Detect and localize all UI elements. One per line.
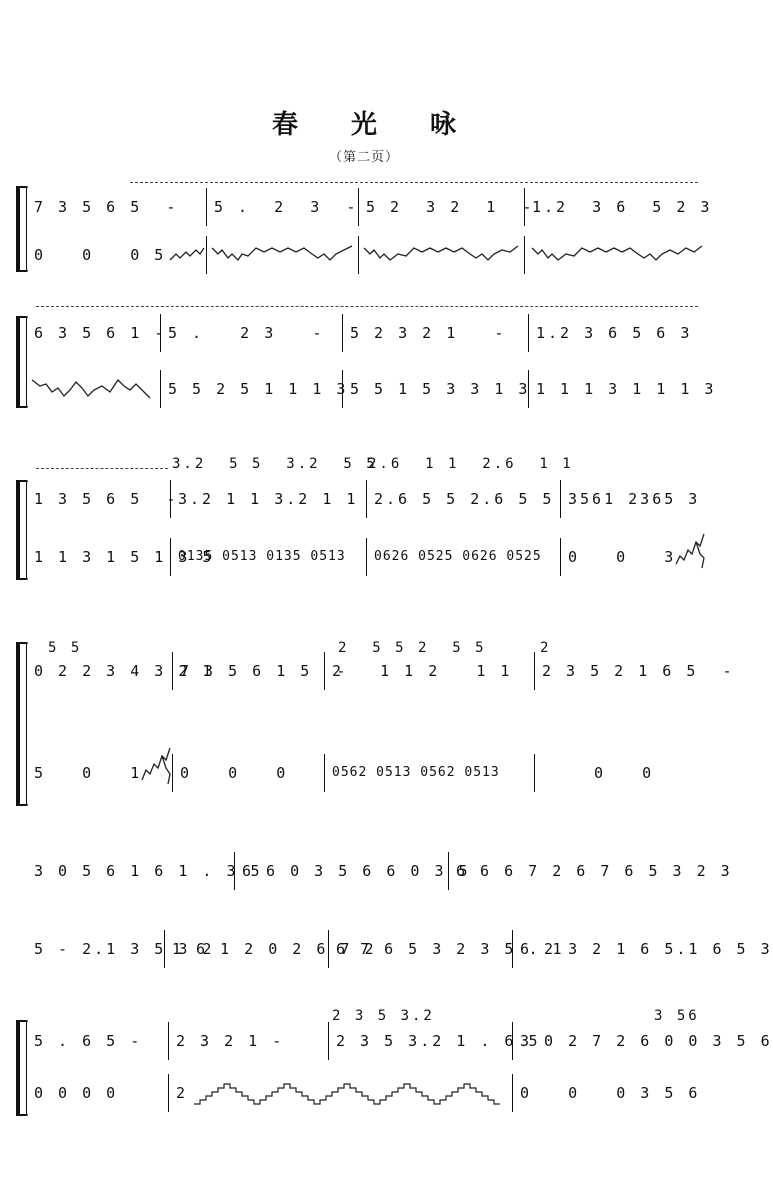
measure: 1.2 3 6 5 2 3 bbox=[532, 198, 713, 216]
measure: 0 0 3 bbox=[568, 548, 677, 566]
lower-staff bbox=[28, 376, 717, 402]
measure: 5 2 3 2 1 - bbox=[350, 324, 507, 342]
measure: 5 5 1 5 3 3 1 3 bbox=[350, 380, 531, 398]
measure: 6 6 0 3 5 6 6 0 3 5 bbox=[242, 862, 471, 880]
pedal-dash-line bbox=[130, 182, 698, 183]
bar-line bbox=[524, 188, 525, 226]
glissando-mark bbox=[170, 242, 206, 268]
measure: 2 bbox=[176, 1084, 189, 1102]
measure: 3 0 2 7 2 6 0 0 3 5 6 bbox=[520, 1032, 773, 1050]
bar-line bbox=[328, 930, 329, 968]
bar-line bbox=[534, 652, 535, 690]
upper-staff bbox=[28, 658, 735, 684]
glissando-mark bbox=[140, 740, 172, 786]
measure: 0562 0513 0562 0513 bbox=[332, 765, 500, 780]
measure: 1.2 3 6 5 6 3 bbox=[536, 324, 693, 342]
bar-line bbox=[164, 930, 165, 968]
measure: 0 0 0 bbox=[180, 764, 289, 782]
staff-bracket bbox=[16, 642, 20, 806]
pedal-dash-line bbox=[36, 306, 698, 307]
upper-staff bbox=[28, 320, 708, 346]
bar-line bbox=[366, 538, 367, 576]
page-subtitle: （第二页） bbox=[328, 150, 399, 165]
upper-chord-row: 2 5 5 2 5 5 bbox=[338, 640, 487, 656]
bar-line bbox=[170, 480, 171, 518]
measure: 1 1 1 3 1 1 1 3 bbox=[536, 380, 717, 398]
glissando-mark bbox=[674, 528, 706, 570]
measure: 0626 0525 0626 0525 bbox=[374, 549, 542, 564]
measure: 7 3 5 6 1 5 - bbox=[180, 662, 349, 680]
bar-line bbox=[206, 236, 207, 274]
measure: 7 3 5 6 5 - bbox=[34, 198, 179, 216]
upper-staff bbox=[28, 194, 713, 220]
measure: 6 2 3 2 1 6 5.1 6 5 3 bbox=[520, 940, 773, 958]
bar-line bbox=[328, 1022, 329, 1060]
staff-bracket bbox=[16, 186, 20, 272]
upper-chord-row: 2 bbox=[540, 640, 552, 656]
measure: 0 2 2 3 4 3 2 1 bbox=[34, 662, 215, 680]
bar-line bbox=[512, 1022, 513, 1060]
bar-line bbox=[560, 538, 561, 576]
measure: 3.2 1 1 3.2 1 1 bbox=[178, 490, 359, 508]
upper-chord-row: 2 3 5 3.2 bbox=[332, 1008, 435, 1024]
measure: 0 0 0 5 bbox=[34, 246, 167, 264]
measure: 5 . 6 5 - bbox=[34, 1032, 143, 1050]
upper-chord-row: 3.2 5 5 3.2 5 5 bbox=[172, 456, 378, 472]
bar-line bbox=[512, 930, 513, 968]
staff-bracket bbox=[16, 480, 20, 580]
lower-staff bbox=[28, 760, 708, 786]
pedal-dash-line bbox=[36, 468, 168, 469]
upper-chord-row: 5 5 bbox=[48, 640, 83, 656]
bar-line bbox=[448, 852, 449, 890]
upper-staff bbox=[28, 936, 773, 962]
measure: 6 3 5 6 1 - bbox=[34, 324, 167, 342]
measure: 2 3 5 2 1 6 5 - bbox=[542, 662, 735, 680]
piece-title: 春 光 咏 bbox=[271, 110, 479, 140]
measure: 1 1 3 1 5 1 3 5 bbox=[34, 548, 215, 566]
measure: 0 0 0 3 5 6 bbox=[520, 1084, 701, 1102]
bar-line bbox=[172, 652, 173, 690]
bar-line bbox=[342, 370, 343, 408]
measure: 2 3 5 3.2 1 . 6 5 bbox=[336, 1032, 541, 1050]
measure: 5 2 3 2 1 - bbox=[366, 198, 535, 216]
lower-staff bbox=[28, 544, 708, 570]
glissando-mark bbox=[212, 242, 356, 268]
bar-line bbox=[342, 314, 343, 352]
bar-line bbox=[168, 1022, 169, 1060]
measure: 0 0 0 0 bbox=[34, 1084, 119, 1102]
bar-line bbox=[528, 314, 529, 352]
glissando-mark bbox=[32, 376, 158, 402]
bar-line bbox=[170, 538, 171, 576]
upper-chord-row: 3 56 bbox=[654, 1008, 700, 1024]
bar-line bbox=[324, 754, 325, 792]
staff-bracket bbox=[16, 316, 20, 408]
bar-line bbox=[324, 652, 325, 690]
measure: 3561 2365 3 bbox=[568, 490, 701, 508]
measure: 0 0 bbox=[594, 764, 655, 782]
lower-staff bbox=[28, 242, 708, 268]
bar-line bbox=[358, 236, 359, 274]
glissando-mark bbox=[532, 242, 704, 268]
bar-line bbox=[234, 852, 235, 890]
bar-line bbox=[524, 236, 525, 274]
staff-bracket bbox=[16, 1020, 20, 1116]
measure: 2 3 2 1 - bbox=[176, 1032, 285, 1050]
measure: 5 5 2 5 1 1 1 3 bbox=[168, 380, 349, 398]
measure: 6 7 6 5 3 2 3 5 . 1 bbox=[336, 940, 565, 958]
measure: 5 - 2.1 3 5 3 2 bbox=[34, 940, 215, 958]
measure: 2 1 1 2 1 1 bbox=[332, 662, 513, 680]
bar-line bbox=[172, 754, 173, 792]
bar-line bbox=[168, 1074, 169, 1112]
measure: 1 6 1 2 0 2 6 7 2 bbox=[172, 940, 377, 958]
measure: 1 3 5 6 5 - bbox=[34, 490, 179, 508]
bar-line bbox=[560, 480, 561, 518]
glissando-mark bbox=[364, 242, 522, 268]
upper-chord-row: 2.6 1 1 2.6 1 1 bbox=[368, 456, 574, 472]
lower-staff bbox=[28, 1080, 708, 1106]
upper-staff bbox=[28, 858, 733, 884]
bar-line bbox=[358, 188, 359, 226]
measure: 5 . 2 3 - bbox=[168, 324, 325, 342]
bar-line bbox=[366, 480, 367, 518]
upper-staff bbox=[28, 1028, 773, 1054]
measure: 6 6 6 7 2 6 7 6 5 3 2 3 bbox=[456, 862, 733, 880]
bar-line bbox=[512, 1074, 513, 1112]
bar-line bbox=[160, 370, 161, 408]
measure: 2.6 5 5 2.6 5 5 bbox=[374, 490, 555, 508]
bar-line bbox=[534, 754, 535, 792]
measure: 3 0 5 6 1 6 1 . 3 5 bbox=[34, 862, 263, 880]
glissando-mark bbox=[194, 1080, 510, 1106]
bar-line bbox=[528, 370, 529, 408]
measure: 5 . 2 3 - bbox=[214, 198, 359, 216]
upper-staff bbox=[28, 486, 708, 512]
measure: 5 0 1 bbox=[34, 764, 143, 782]
bar-line bbox=[206, 188, 207, 226]
bar-line bbox=[160, 314, 161, 352]
measure: 0135 0513 0135 0513 bbox=[178, 549, 346, 564]
